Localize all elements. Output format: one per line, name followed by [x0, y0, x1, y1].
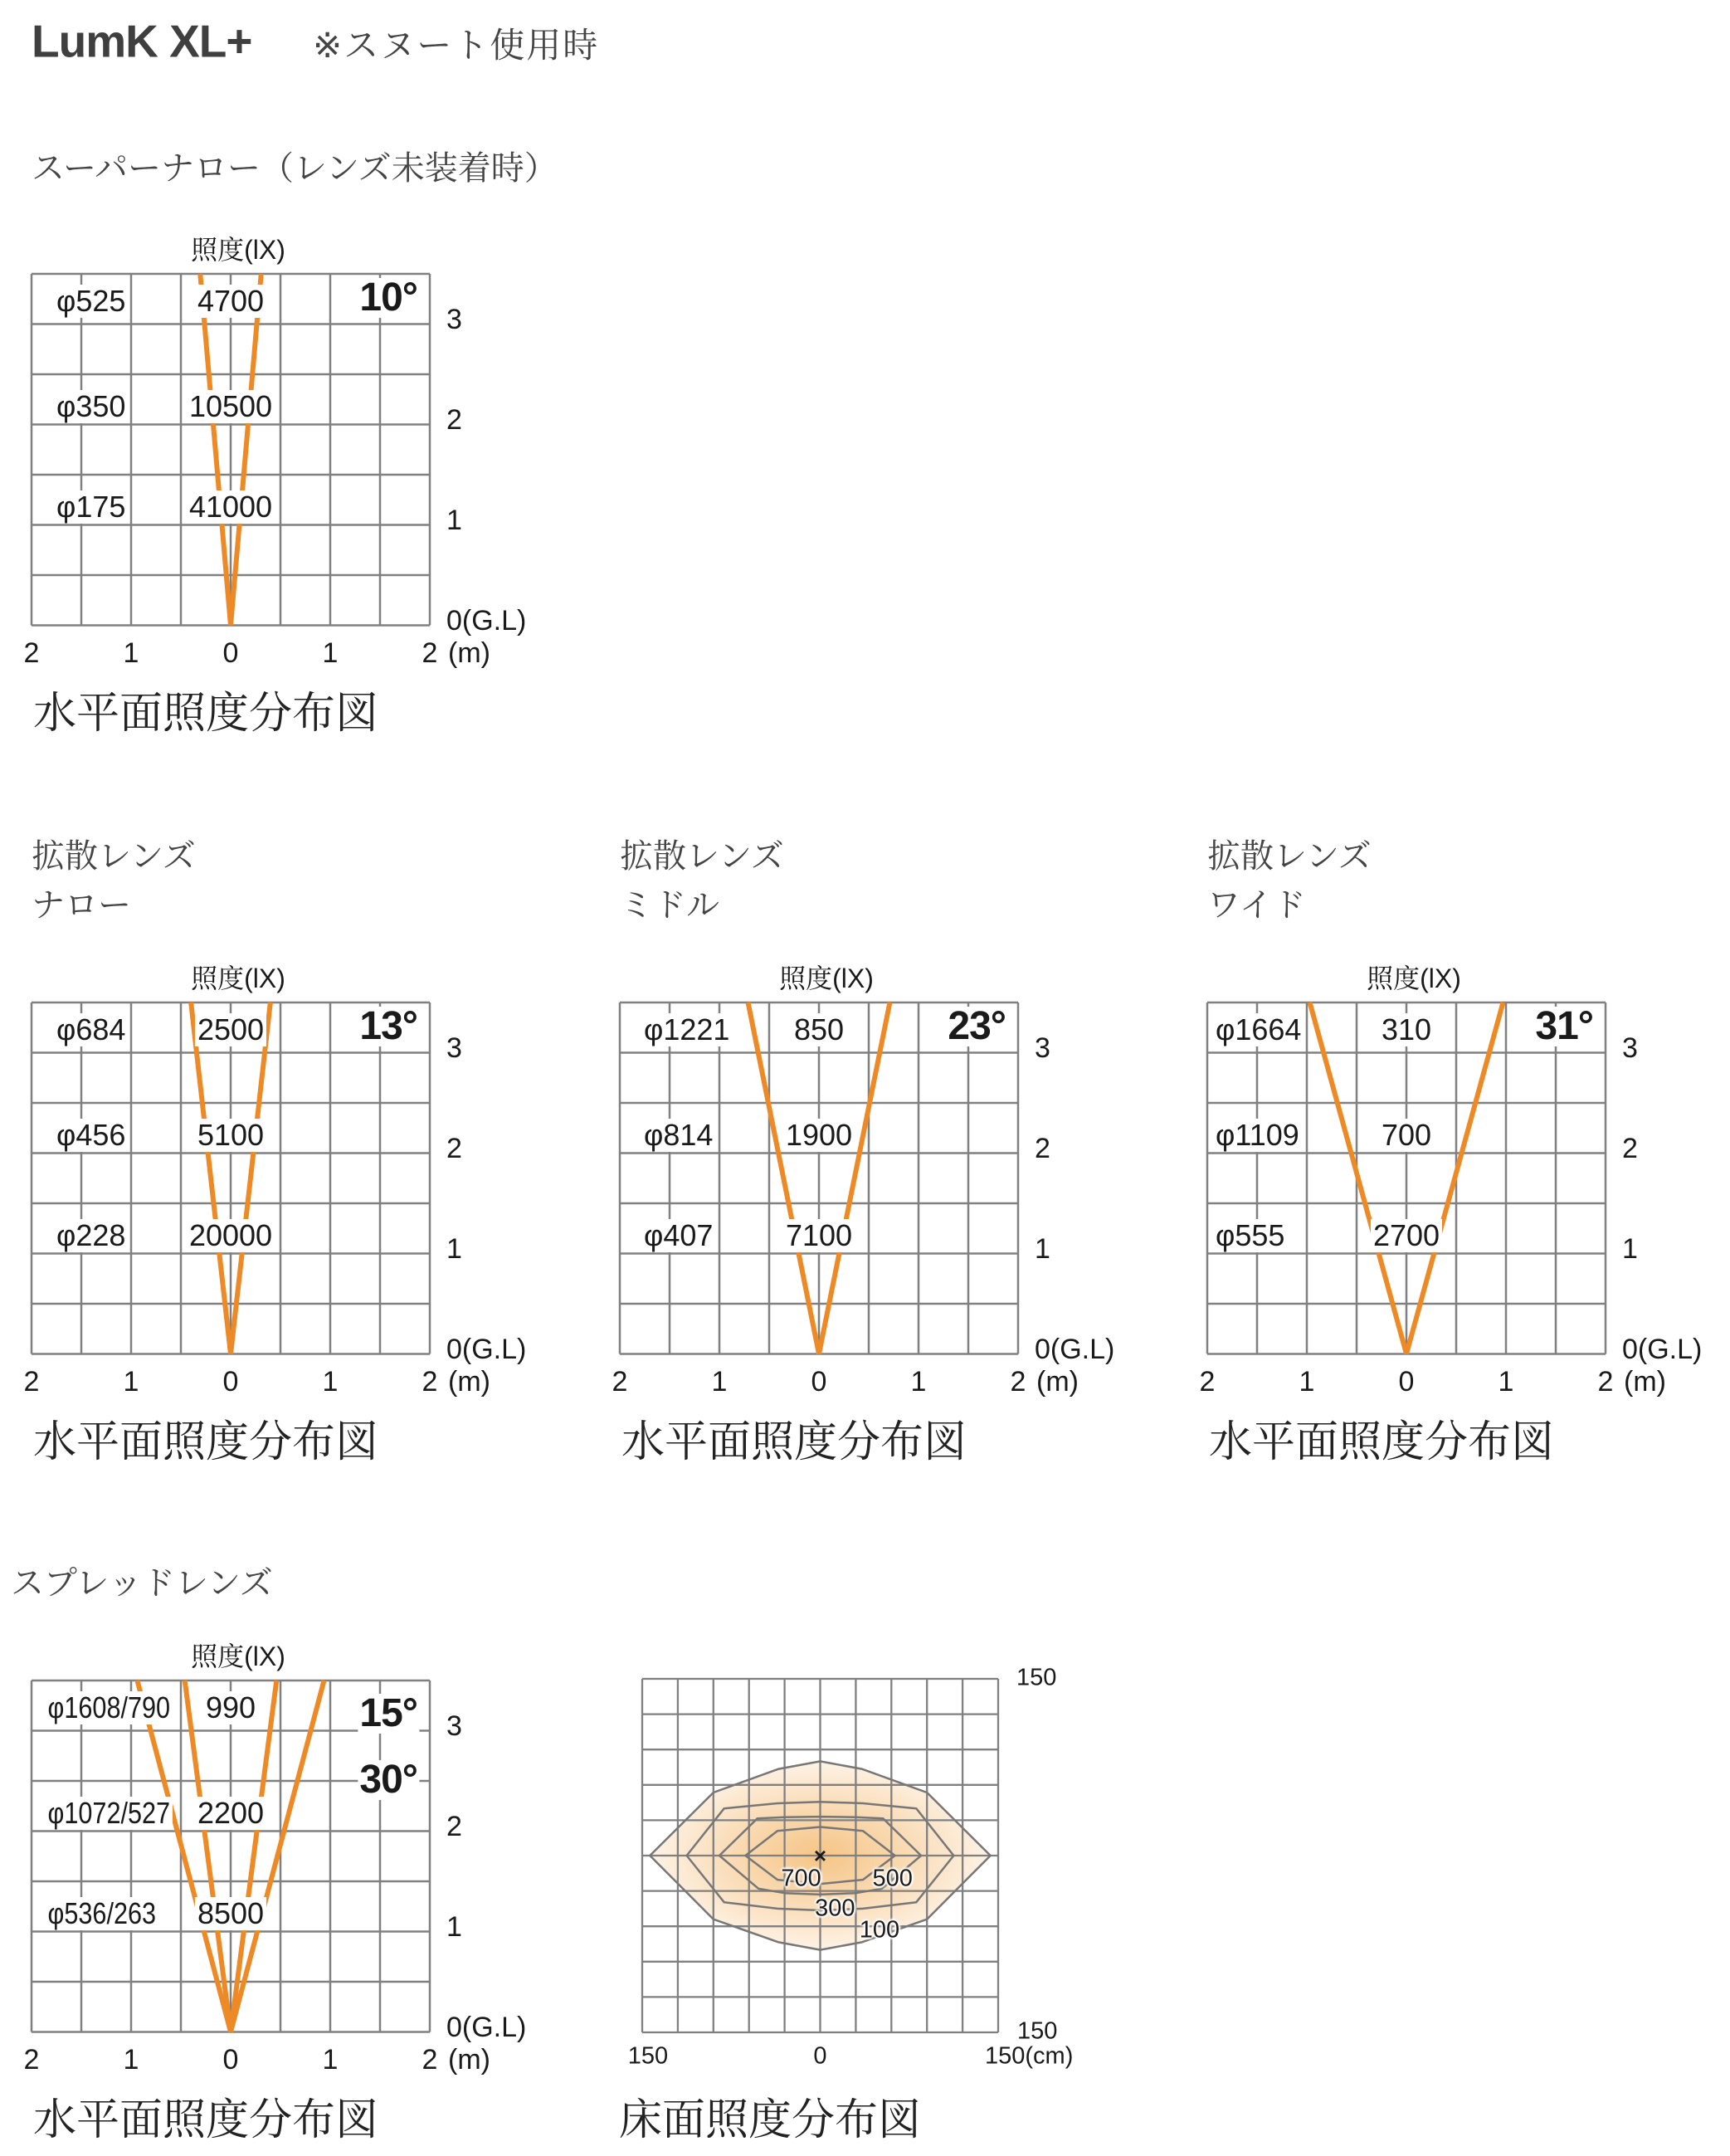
beam-edge-line — [748, 1002, 819, 1354]
beam-diameter-label: φ684 — [54, 1013, 128, 1046]
beam-edge-line — [185, 1680, 231, 2032]
beam-diameter-label: φ1664 — [1213, 1013, 1304, 1046]
y-tick-label: 2 — [446, 1132, 462, 1164]
grid-lines — [32, 1002, 430, 1354]
beam-edge-line — [819, 1002, 889, 1354]
beam-edge-line — [1310, 1002, 1406, 1354]
x-tick-label: 1 — [711, 1365, 728, 1397]
illuminance-chart-super-narrow — [23, 235, 527, 738]
x-axis-unit: (m) — [1036, 1365, 1079, 1397]
grid-lines — [1207, 1002, 1606, 1354]
beam-diameter-label: φ407 — [641, 1219, 715, 1252]
product-title: LumK XL+ — [32, 15, 252, 67]
chart-plot-area — [616, 999, 1021, 1358]
beam-edge-line — [191, 1002, 231, 1354]
y-tick-label: 2 — [1035, 1132, 1050, 1164]
y-tick-label: 2 — [1622, 1132, 1638, 1164]
illuminance-value: 850 — [792, 1013, 846, 1046]
x-tick-label: 0 — [222, 1365, 239, 1397]
x-tick-label: 150 — [627, 2042, 669, 2070]
illuminance-axis-label: 照度(lX) — [779, 963, 874, 993]
x-tick-label: 1 — [1498, 1365, 1514, 1397]
illuminance-chart-diffuse-narrow — [23, 963, 527, 1466]
illuminance-value: 700 — [1379, 1119, 1434, 1152]
y-tick-label: 0(G.L) — [1622, 1333, 1703, 1365]
beam-angle-label: 10° — [359, 276, 417, 320]
y-tick-label: 1 — [1035, 1232, 1050, 1265]
y-tick-label: 3 — [446, 303, 462, 335]
x-tick-label: 0 — [1398, 1365, 1415, 1397]
contour-label: 300 — [815, 1895, 855, 1922]
illuminance-chart-spread — [23, 1641, 527, 2144]
beam-edge-line — [231, 1002, 270, 1354]
section-title-diffuse-lens: 拡散レンズ — [620, 838, 784, 875]
contour-label: 700 — [781, 1865, 821, 1892]
beam-angle-label: 23° — [948, 1004, 1006, 1049]
y-tick-label: 0(G.L) — [446, 604, 527, 637]
x-axis-unit: (m) — [448, 2043, 490, 2076]
illuminance-value: 2700 — [1371, 1219, 1442, 1252]
x-tick-label: 0 — [222, 2043, 239, 2076]
illuminance-value: 4700 — [195, 285, 266, 318]
section-title-super-narrow: スーパーナロー（レンズ未装着時） — [32, 150, 558, 187]
chart-caption: 水平面照度分布図 — [33, 1417, 379, 1466]
chart-caption: 水平面照度分布図 — [621, 1417, 967, 1466]
illuminance-axis-label: 照度(lX) — [191, 1641, 285, 1671]
contour-label: 500 — [872, 1865, 913, 1892]
section-title-spread-lens: スプレッドレンズ — [11, 1565, 273, 1602]
beam-edge-line — [231, 274, 261, 626]
x-tick-label: 2 — [23, 637, 40, 669]
illuminance-value: 41000 — [187, 490, 275, 524]
y-tick-label: 0(G.L) — [1035, 1333, 1115, 1365]
illuminance-chart-diffuse-wide — [1199, 963, 1703, 1466]
beam-edge-line — [200, 274, 231, 626]
y-tick-label: 1 — [446, 504, 462, 536]
x-tick-label: 2 — [23, 2043, 40, 2076]
section-title-diffuse-lens: 拡散レンズ — [1207, 838, 1372, 875]
illuminance-value: 20000 — [187, 1219, 275, 1252]
illuminance-axis-label: 照度(lX) — [191, 963, 285, 993]
section-title-diffuse-lens: 拡散レンズ — [32, 838, 196, 875]
illuminance-value: 990 — [203, 1691, 258, 1724]
beam-diameter-label: φ228 — [54, 1219, 128, 1252]
illuminance-value: 10500 — [187, 390, 275, 423]
beam-diameter-label: φ175 — [54, 490, 128, 524]
beam-diameter-label: φ350 — [54, 390, 128, 423]
y-tick-label: 3 — [1035, 1032, 1050, 1064]
contour-label: 100 — [859, 1916, 900, 1944]
usage-note: ※スヌート使用時 — [313, 26, 600, 65]
illuminance-value: 1900 — [783, 1119, 855, 1152]
grid-lines — [620, 1002, 1018, 1354]
floor-illuminance-chart-spread — [619, 1664, 1074, 2144]
beam-angle-label: 30° — [359, 1757, 417, 1802]
x-tick-label: 1 — [322, 1365, 339, 1397]
x-tick-label: 0 — [811, 1365, 827, 1397]
chart-caption: 水平面照度分布図 — [33, 2095, 379, 2144]
illuminance-value: 5100 — [195, 1119, 266, 1152]
illuminance-axis-label: 照度(lX) — [1367, 963, 1461, 993]
y-tick-label: 1 — [1622, 1232, 1638, 1265]
y-tick-label: 0(G.L) — [446, 1333, 527, 1365]
x-tick-label: 1 — [123, 1365, 139, 1397]
x-tick-label: 1 — [322, 2043, 339, 2076]
beam-angle-label: 13° — [359, 1004, 417, 1049]
y-tick-label: 2 — [446, 1810, 462, 1842]
x-tick-label: 2 — [1597, 1365, 1614, 1397]
beam-diameter-label: φ814 — [641, 1119, 715, 1152]
section-subtitle-middle: ミドル — [620, 887, 719, 924]
beam-diameter-label: φ1608/790 — [46, 1691, 173, 1724]
illuminance-value: 8500 — [195, 1897, 266, 1930]
y-tick-label: 3 — [446, 1710, 462, 1742]
y-tick-label: 2 — [446, 403, 462, 436]
illuminance-axis-label: 照度(lX) — [191, 235, 285, 265]
beam-edge-line — [1406, 1002, 1503, 1354]
chart-caption: 水平面照度分布図 — [1209, 1417, 1555, 1466]
illuminance-value: 7100 — [783, 1219, 855, 1252]
x-axis-unit: (m) — [448, 637, 490, 669]
beam-diameter-label: φ1109 — [1213, 1119, 1302, 1152]
beam-edge-line — [231, 1680, 276, 2032]
x-tick-label: 1 — [123, 2043, 139, 2076]
y-tick-label: 0(G.L) — [446, 2011, 527, 2043]
beam-edge-line — [137, 1680, 231, 2032]
beam-diameter-label: φ456 — [54, 1119, 128, 1152]
beam-diameter-label: φ525 — [54, 285, 128, 318]
chart-caption: 水平面照度分布図 — [33, 689, 379, 738]
x-tick-label: 1 — [910, 1365, 927, 1397]
y-tick-label: 1 — [446, 1910, 462, 1943]
y-tick-label-bottom: 150 — [1017, 2017, 1058, 2045]
x-tick-label: 2 — [612, 1365, 628, 1397]
x-tick-label: 2 — [1199, 1365, 1216, 1397]
x-tick-label: 0 — [813, 2042, 827, 2070]
illuminance-value: 2500 — [195, 1013, 266, 1046]
y-tick-label: 3 — [446, 1032, 462, 1064]
x-tick-label: 1 — [123, 637, 139, 669]
beam-diameter-label: φ555 — [1213, 1219, 1287, 1252]
beam-diameter-label: φ536/263 — [46, 1897, 158, 1930]
illuminance-value: 2200 — [195, 1797, 266, 1830]
x-tick-label: 2 — [1010, 1365, 1026, 1397]
y-tick-label: 1 — [446, 1232, 462, 1265]
x-tick-label: 150(cm) — [985, 2042, 1074, 2070]
y-tick-label-top: 150 — [1016, 1664, 1057, 1691]
x-axis-unit: (m) — [1624, 1365, 1666, 1397]
chart-plot-area — [28, 999, 433, 1358]
grid-lines — [32, 274, 430, 626]
x-tick-label: 1 — [1299, 1365, 1315, 1397]
light-center-marker: × — [813, 1843, 827, 1868]
illuminance-value: 310 — [1379, 1013, 1434, 1046]
illuminance-chart-diffuse-middle — [612, 963, 1115, 1466]
x-tick-label: 2 — [422, 1365, 438, 1397]
x-tick-label: 2 — [422, 637, 438, 669]
beam-edge-line — [231, 1680, 324, 2032]
section-subtitle-narrow: ナロー — [32, 887, 131, 924]
beam-angle-label: 31° — [1535, 1004, 1593, 1049]
x-tick-label: 1 — [322, 637, 339, 669]
y-tick-label: 3 — [1622, 1032, 1638, 1064]
beam-diameter-label: φ1221 — [641, 1013, 732, 1046]
chart-caption: 床面照度分布図 — [619, 2096, 922, 2144]
chart-plot-area — [1204, 999, 1609, 1358]
beam-diameter-label: φ1072/527 — [46, 1797, 173, 1830]
x-tick-label: 0 — [222, 637, 239, 669]
x-axis-unit: (m) — [448, 1365, 490, 1397]
x-tick-label: 2 — [23, 1365, 40, 1397]
x-tick-label: 2 — [422, 2043, 438, 2076]
section-subtitle-wide: ワイド — [1207, 887, 1306, 924]
chart-plot-area — [28, 271, 433, 629]
beam-angle-label: 15° — [359, 1690, 417, 1735]
